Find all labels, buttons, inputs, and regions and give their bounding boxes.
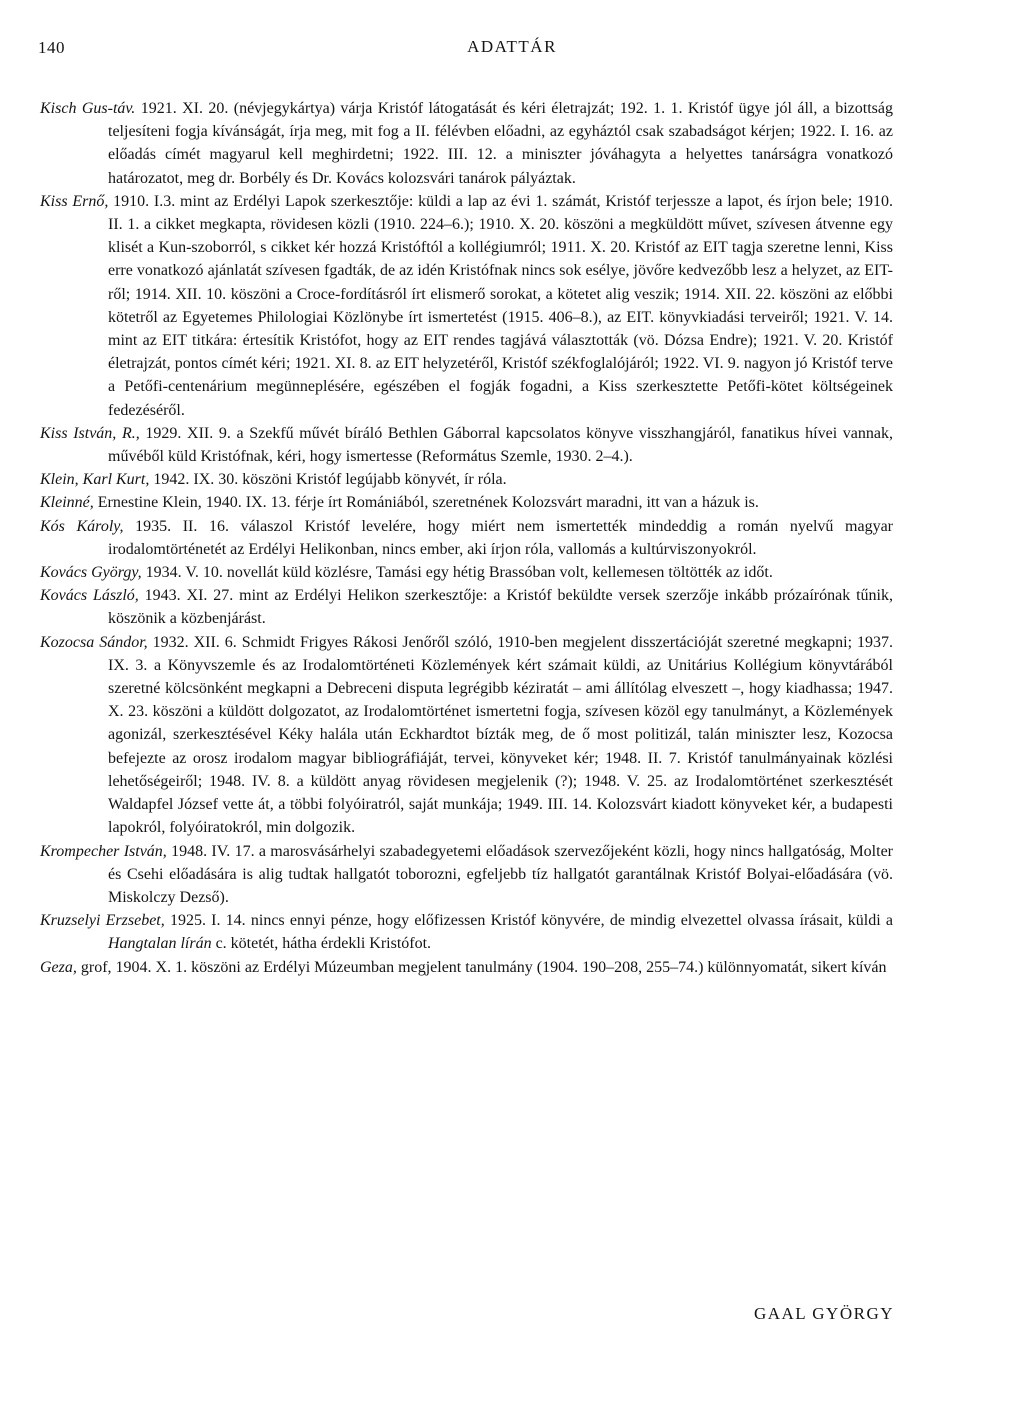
entry-name: Kovács László, [40,587,139,605]
entry-text: Ernestine Klein, 1940. IX. 13. férje írt Romániából, szeretnének Kolozsvárt maradni, itt van a házuk is. [93,494,759,512]
entry-text: 1942. IX. 30. köszöni Kristóf legújabb könyvét, ír róla. [149,471,507,489]
list-item [40,561,893,584]
list-item [40,422,893,468]
list-item [40,631,893,840]
entry-text: 1910. I.3. mint az Erdélyi Lapok szerkesztője: küldi a lap az évi 1. számát, Kristóf terjessze a lapot, és írjon bele; 1910. II. 1. a cikket megkapta, rövidesen közli (1910. 224–6.); 1910. X. 20. köszöni a megküldött művet, szívesen átvenne egy klisét a Kun-szoborról, s cikket kér hozzá Kristóftól a kollégiumról; 1911. X. 20. Kristóf az EIT tagja szeretne lenni, Kiss erre vonatkozó ajánlatát szívesen fgadták, de az idén Kristófnak nincs sok esélye, jövőre kedvezőbb lesz a helyzet, az EIT-ről; 1914. XII. 10. köszöni a Croce-fordításról írt elismerő sorokat, a kötetet alig veszik; 1914. XII. 22. köszöni az előbbi kötetről az Egyetemes Philologiai Közlönybe írt ismertetést (1915. 406–8.), az EIT. könyvkiadási terveiről; 1921. V. 14. mint az EIT titkára: értesítik Kristófot, hogy az EIT rendes tagjává választották (vö. Dózsa Endre); 1921. V. 20. Kristóf életrajzát, pontos címét kéri; 1921. XI. 8. az EIT helyzetéről, Kristóf székfoglalójáról; 1922. VI. 9. nagyon jó Kristóf terve a Petőfi-centenárium megünneplésére, egészében el fogják fogadni, a Kiss szerkesztette Petőfi-kötet költségeinek fedezéséről. [108,192,893,419]
list-item [40,468,893,491]
list-item [40,515,893,561]
entry-name: Kovács György, [40,564,142,582]
list-item [40,584,893,630]
entry-text: grof, 1904. X. 1. köszöni az Erdélyi Múzeumban megjelent tanulmány (1904. 190–208, 255–74.) különnyomatát, sikert kíván [76,958,887,976]
entry-name: Krompecher István, [40,842,167,860]
list-item [40,840,893,910]
page-header [0,38,1024,62]
list-item [40,909,893,955]
entry-list [40,97,893,979]
entry-text: 1943. XI. 27. mint az Erdélyi Helikon szerkesztője: a Kristóf beküldte versek szerzője inkább prózaírónak tűnik, köszönik a közbenjárást. [108,587,893,628]
entry-text: 1934. V. 10. novellát küld közlésre, Tamási egy hétig Brassóban volt, kellemesen töltötték az időt. [141,564,773,582]
entry-text: 1921. XI. 20. (névjegykártya) várja Kristóf látogatását és kéri életrajzát; 192. 1. 1. Kristóf ügye jól áll, a bizottság teljesíteni fogja kívánságát, írja meg, mit fog a II. félévben előadni, az egyháztól csak szabadságot kérjen; 1922. I. 16. az előadás címét magyarul kell meghirdetni; 1922. III. 12. a miniszter jóváhagyta a helyettes tanárságra vonatkozó határozatot, meg dr. Borbély és Dr. Kovács kolozsvári tanárok pályáztak. [108,100,894,187]
entry-name: Geza, [40,958,77,976]
list-item [40,97,893,190]
entry-name: Kiss István, R., [40,424,140,442]
entry-text: 1929. XII. 9. a Szekfű művét bíráló Bethlen Gáborral kapcsolatos könyve visszhangjáról, fanatikus hívei vannak, művéből küld Kristófnak, kéri, hogy ismertesse (Református Szemle, 1930. 2–4.). [108,424,893,466]
running-head: ADATTÁR [467,37,557,56]
entry-text-after: c. kötetét, hátha érdekli Kristófot. [211,935,432,953]
entry-name: Kós Károly, [40,517,124,535]
entry-name: Kleinné, [40,494,94,512]
list-item [40,956,893,979]
entry-name: Kisch Gus-táv. [40,100,136,117]
entry-text: 1925. I. 14. nincs ennyi pénze, hogy előfizessen Kristóf könyvére, de mindig elvezettel olvassa írásait, küldi a [164,912,893,930]
entry-text: 1948. IV. 17. a marosvásárhelyi szabadegyetemi előadások szervezőjeként közli, hogy nincs hallgatóság, Molter és Csehi előadására is alig tudtak hallgatót toborozni, egfeljebb tíz hallgatót garantálnak Kristóf Bolyai-előadására (vö. Miskolczy Dezső). [108,842,894,906]
page-number: 140 [38,38,65,57]
book-title: Hangtalan lírán [108,935,212,953]
entry-name: Kruzselyi Erzsebet, [40,912,165,930]
list-item [40,491,893,514]
author-signature: GAAL GYÖRGY [753,1304,894,1323]
entry-name: Klein, Karl Kurt, [40,471,150,489]
list-item [40,190,893,422]
entry-text: 1935. II. 16. válaszol Kristóf levelére, hogy miért nem ismertették mindeddig a román nyelvű magyar irodalomtörténetét az Erdélyi Helikonban, nincs ember, aki írjon róla, vallomás a kultúrviszonyokról. [108,517,893,558]
entry-name: Kiss Ernő, [40,192,109,210]
entry-name: Kozocsa Sándor, [40,633,148,651]
entry-text: 1932. XII. 6. Schmidt Frigyes Rákosi Jenőről szóló, 1910-ben megjelent disszertációját szeretné megkapni; 1937. IX. 3. a Könyvszemle és az Irodalomtörténeti Közlemények kért számait küldi, az Unitárius Kollégium könyvtárából szeretné kölcsönként megkapni a Debreceni disputa legrégibb kéziratát – ami állítólag elveszett –, hogy kiadhassa; 1947. X. 23. köszöni a küldött dolgozatot, az Irodalomtörténet ismertetni fogja, szívesen közöl egy tanulmányt, a Közlemények agonizál, szerkesztésével Kéky halála után Eckhardtot bízták meg, de ő most politizál, talán miniszter lesz, Kozocsa befejezte az orosz irodalom magyar bibliográfiáját, tervei, könyveket kér; 1948. II. 7. Kristóf tanulmányainak közlési lehetőségeiről; 1948. IV. 8. a küldött anyag rövidesen megjelenik (?); 1948. V. 25. az Irodalomtörténet szerkesztését Waldapfel József vette át, a többi folyóiratról, saját munkája; 1949. III. 14. Kolozsvárt kiadott könyveket kér, a budapesti lapokról, folyóiratokról, min dolgozik. [108,633,894,837]
